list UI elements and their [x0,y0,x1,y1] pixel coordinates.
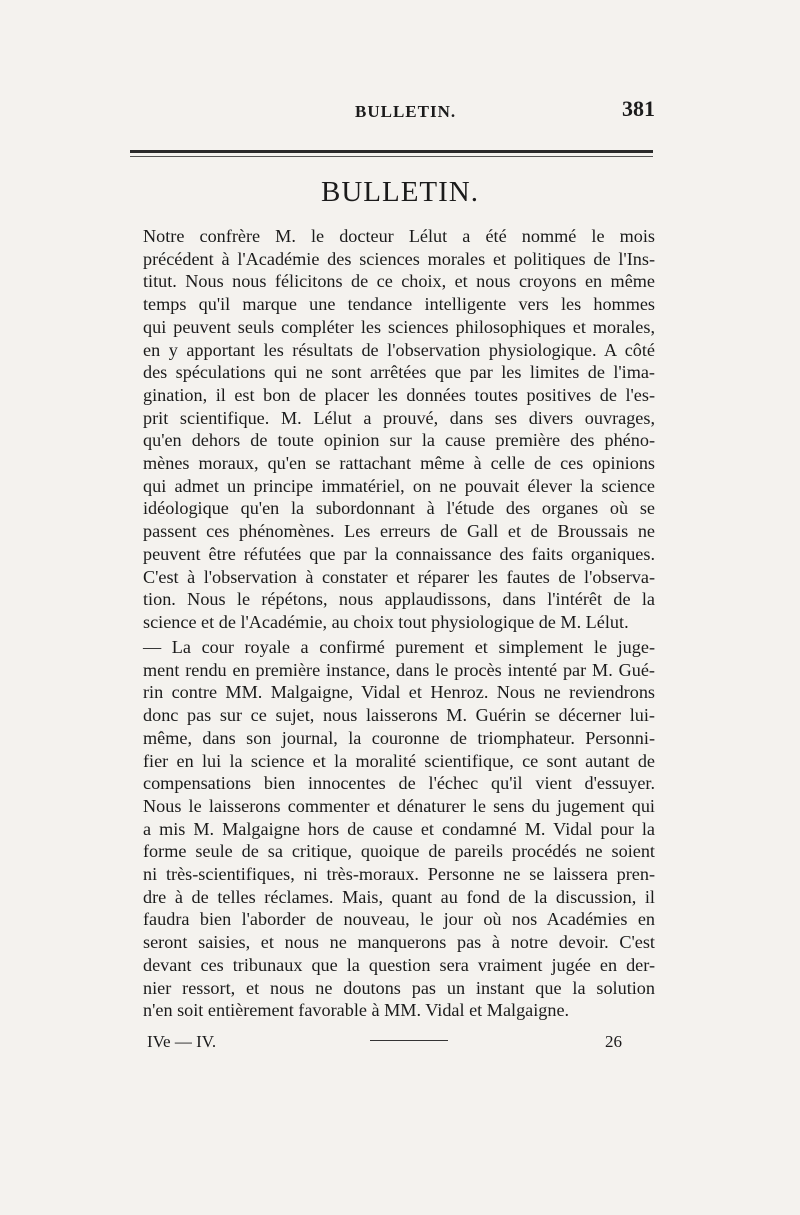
text-line: qui peuvent seuls compléter les sciences philosophiques et morales, [143,316,655,337]
text-line: prit scientifique. M. Lélut a prouvé, dans ses divers ouvrages, [143,407,655,428]
header-rule-thick [130,150,653,153]
text-line: science et de l'Académie, au choix tout physiologique de M. Lélut. [143,611,629,632]
text-line: dre à de telles réclames. Mais, quant au fond de la discussion, il [143,886,655,907]
text-line: précédent à l'Académie des sciences morales et politiques de l'Ins- [143,248,655,269]
running-title: BULLETIN. [355,102,457,121]
text-line: ni très-scientifiques, ni très-moraux. Personne ne se laissera pren- [143,864,655,885]
text-line: des spéculations qui ne sont arrêtées que par les limites de l'ima- [143,362,655,383]
text-line: nier ressort, et nous ne doutons pas un instant que la solution [143,977,655,998]
text-line: a mis M. Malgaigne hors de cause et condamné M. Vidal pour la [143,818,655,839]
running-head [145,96,655,130]
text-line: compensations bien innocentes de l'échec qu'il vient d'essuyer. [143,773,655,794]
text-line: même, dans son journal, la couronne de triomphateur. Personni- [143,727,655,748]
text-line: fier en lui la science et la moralité scientifique, ce sont autant de [143,750,655,771]
section-heading: BULLETIN. [321,176,479,208]
signature-mark: IVe — IV. [147,1032,217,1051]
text-line: n'en soit entièrement favorable à MM. Vidal et Malgaigne. [143,1000,570,1021]
text-line: — La cour royale a confirmé purement et simplement le juge- [143,637,655,657]
text-line: tion. Nous le répétons, nous applaudissons, dans l'intérêt de la [143,589,655,610]
paragraph-lelut [143,225,655,634]
page-number: 381 [622,96,655,121]
text-line: idéologique qu'en la subordonnant à l'étude des organes où se [143,498,655,519]
text-line: seront saisies, et nous ne manquerons pas à notre devoir. C'est [143,932,655,953]
text-line: temps qu'il marque une tendance intelligente vers les hommes [143,294,655,315]
text-line: qu'en dehors de toute opinion sur la cause première des phéno- [143,430,655,451]
sheet-number: 26 [605,1032,622,1051]
text-line: peuvent être réfutées que par la connaissance des faits organiques. [143,543,655,564]
text-line: gination, il est bon de placer les données toutes positives de l'es- [143,384,655,405]
text-line: devant ces tribunaux que la question sera vraiment jugée en der- [143,954,655,975]
text-line: Notre confrère M. le docteur Lélut a été nommé le mois [143,226,655,246]
text-line: titut. Nous nous félicitons de ce choix, et nous croyons en même [143,271,655,292]
header-rule-thin [130,156,653,157]
text-line: rin contre MM. Malgaigne, Vidal et Henroz. Nous ne reviendrons [143,682,655,703]
text-line: donc pas sur ce sujet, nous laisserons M. Guérin se décerner lui- [143,705,655,726]
text-line: C'est à l'observation à constater et réparer les fautes de l'observa- [143,566,655,587]
text-line: forme seule de sa critique, quoique de pareils procédés ne soient [143,841,655,862]
text-line: en y apportant les résultats de l'observation physiologique. A côté [143,339,655,360]
text-line: mènes moraux, qu'en se rattachant même à celle de ces opinions [143,453,655,474]
footer-rule [370,1040,448,1041]
text-line: faudra bien l'aborder de nouveau, le jour où nos Académies en [143,909,655,930]
text-line: qui admet un principe immatériel, on ne pouvait élever la science [143,475,655,496]
paragraph-proces [143,636,655,1022]
text-line: Nous le laisserons commenter et dénaturer le sens du jugement qui [143,795,655,816]
text-line: ment rendu en première instance, dans le procès intenté par M. Gué- [143,659,655,680]
text-line: passent ces phénomènes. Les erreurs de Gall et de Broussais ne [143,521,655,542]
